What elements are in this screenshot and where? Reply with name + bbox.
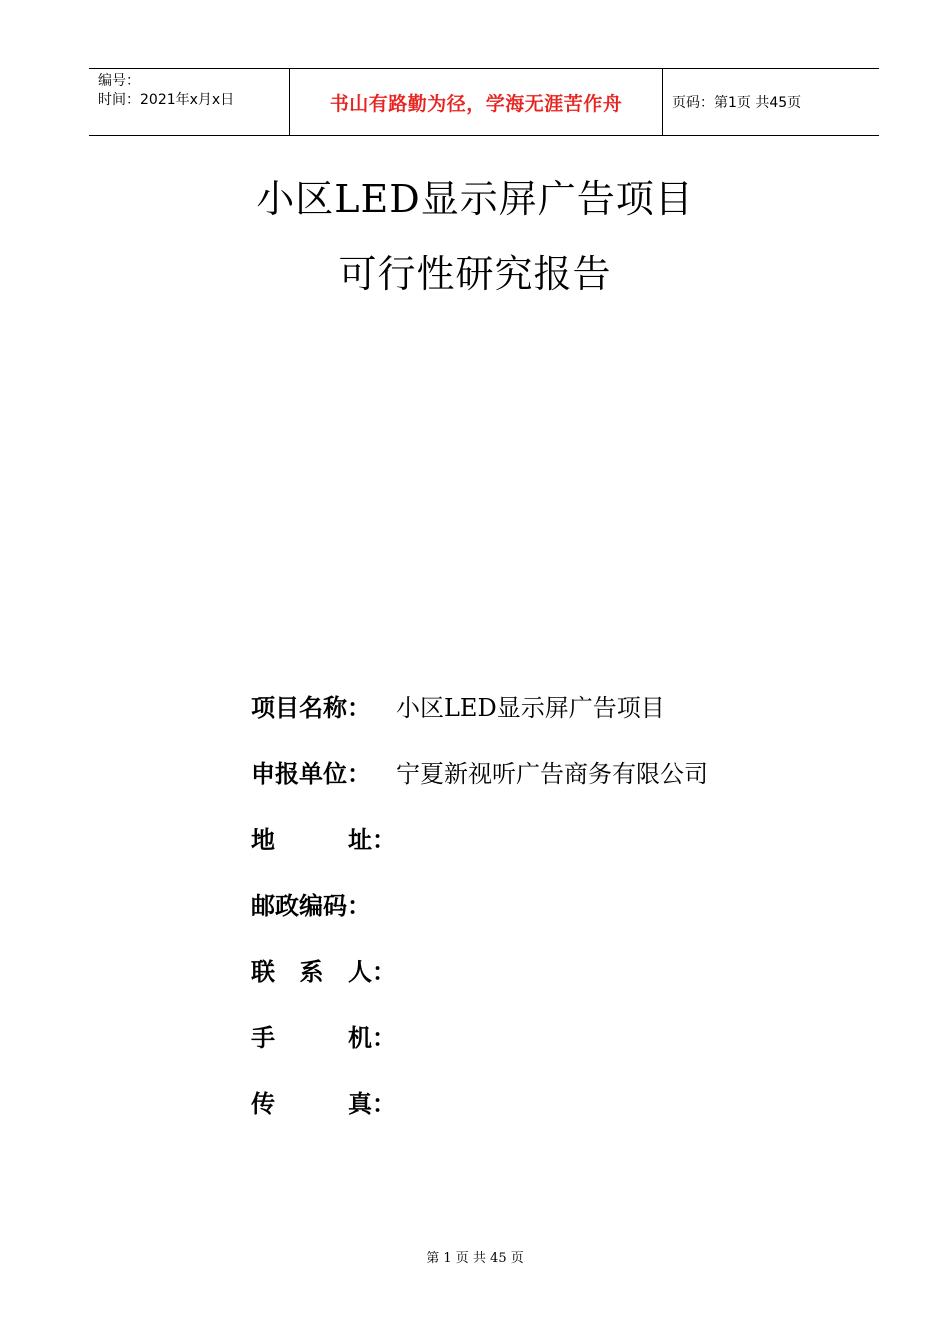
applicant-value: 宁夏新视听广告商务有限公司	[396, 760, 708, 788]
fax-label	[251, 1084, 396, 1119]
contact-label	[251, 952, 396, 987]
project-name-value: 小区LED显示屏广告项目	[396, 694, 665, 722]
document-title-line2: 可行性研究报告	[338, 252, 612, 296]
mobile-label-part2: 机：	[348, 1024, 396, 1052]
info-row-project-name	[251, 688, 708, 754]
header-page-label: 页码：第1页 共45页	[672, 95, 802, 111]
document-time-label: 时间：2021年x月x日	[98, 92, 235, 108]
address-label	[251, 820, 396, 855]
address-label-part1: 地	[251, 826, 275, 854]
page-footer: 第 1 页 共 45 页	[426, 1251, 524, 1266]
info-row-applicant	[251, 754, 708, 820]
mobile-label-part1: 手	[251, 1024, 275, 1052]
info-row-fax	[251, 1084, 708, 1150]
info-row-contact	[251, 952, 708, 1018]
fax-label-part1: 传	[251, 1090, 275, 1118]
header-page-cell	[663, 69, 879, 135]
contact-label-part3: 人：	[348, 958, 396, 986]
fax-label-part2: 真：	[348, 1090, 396, 1118]
contact-label-part1: 联	[251, 958, 275, 986]
postcode-label: 邮政编码：	[251, 892, 371, 920]
header-meta-cell	[89, 69, 290, 135]
address-label-part2: 址：	[348, 826, 396, 854]
header-motto: 书山有路勤为径，学海无涯苦作舟	[329, 92, 623, 115]
document-number-label: 编号：	[98, 73, 140, 89]
project-name-label: 项目名称：	[251, 694, 371, 722]
applicant-label: 申报单位：	[251, 760, 371, 788]
contact-label-part2: 系	[299, 958, 324, 986]
info-row-address	[251, 820, 708, 886]
mobile-label	[251, 1018, 396, 1053]
info-row-postcode	[251, 886, 708, 952]
page-header	[89, 68, 879, 136]
document-title-line1: 小区LED显示屏广告项目	[256, 177, 694, 221]
header-motto-cell	[290, 69, 663, 135]
cover-info-block	[251, 688, 708, 1150]
info-row-mobile	[251, 1018, 708, 1084]
